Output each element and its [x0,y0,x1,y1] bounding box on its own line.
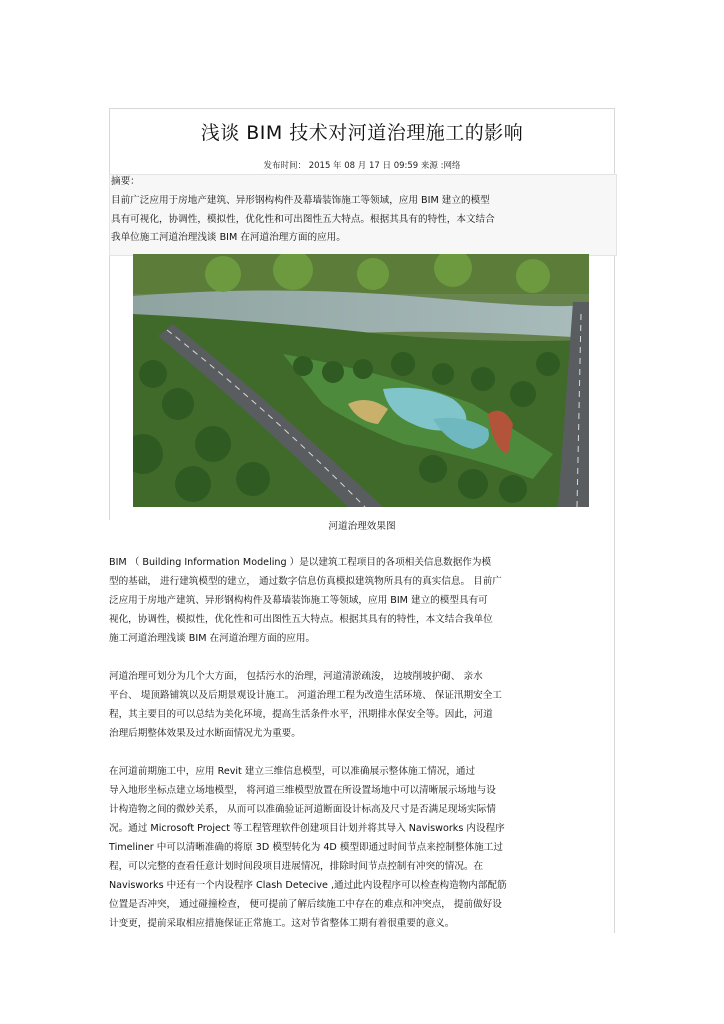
paragraph-line: 程，其主要目的可以总结为美化环境，提高生活条件水平，汛期排水保安全等。因此，河道 [109,709,493,720]
paragraph-line: 计构造物之间的微妙关系， 从而可以准确验证河道断面设计标高及尺寸是否满足现场实际情 [109,804,496,815]
article-title: 浅谈 BIM 技术对河道治理施工的影响 [200,122,524,144]
paragraph-line: 在河道前期施工中，应用 Revit 建立三维信息模型，可以准确展示整体施工情况，通过 [109,766,476,777]
figure-caption: 河道治理效果图 [328,521,396,532]
paragraph-line: 况。通过 Microsoft Project 等工程管理软件创建项目计划并将其导入 Navisworks 内设程序 [109,823,505,834]
article-meta: 发布时间： 2015 年 08 月 17 日 09:59 来源 :网络 [263,161,461,171]
paragraph-line: 河道治理可划分为几个大方面， 包括污水的治理，河道清淤疏浚， 边坡削坡护砌、 亲水 [109,671,483,682]
paragraph-line: BIM （ Building Information Modeling ）是以建筑工程项目的各项相关信息数据作为模 [109,557,492,568]
paragraph-line: 计变更，提前采取相应措施保证正常施工。这对节省整体工期有着很重要的意义。 [109,918,455,929]
article-page [109,108,615,933]
river-rendering-illustration [133,254,589,507]
page-frame-top [109,108,615,109]
paragraph-line: 视化，协调性，模拟性，优化性和可出图性五大特点。根据其具有的特性，本文结合我单位 [109,614,493,625]
abstract-line: 我单位施工河道治理浅谈 BIM 在河道治理方面的应用。 [111,232,346,243]
paragraph-line: 型的基础， 进行建筑模型的建立， 通过数字信息仿真模拟建筑物所具有的真实信息。 目前广 [109,576,502,587]
abstract-line: 目前广泛应用于房地产建筑、异形钢构构件及幕墙装饰施工等领域，应用 BIM 建立的模型 [111,195,490,206]
paragraph-line: 治理后期整体效果及过水断面情况尤为重要。 [109,728,301,739]
paragraph-line: 程，可以完整的查看任意计划时间段项目进展情况，排除时间节点控制有冲突的情况。在 [109,861,484,872]
abstract-box [109,174,617,256]
paragraph-line: 位置是否冲突， 通过碰撞检查， 便可提前了解后续施工中存在的难点和冲突点， 提前做好设 [109,899,502,910]
paragraph-line: Navisworks 中还有一个内设程序 Clash Detecive ,通过此内设程序可以检查构造物内部配筋 [109,880,507,891]
paragraph-line: 平台、 堤顶路铺筑以及后期景观设计施工。 河道治理工程为改造生活环境、 保证汛期安全工 [109,690,502,701]
paragraph-line: 导入地形坐标点建立场地模型， 将河道三维模型放置在所设置场地中可以清晰展示场地与设 [109,785,496,796]
abstract-label: 摘要： [111,176,140,187]
abstract-line: 具有可视化，协调性，模拟性，优化性和可出图性五大特点。根据其具有的特性，本文结合 [111,214,495,225]
paragraph-line: Timeliner 中可以清晰准确的将原 3D 模型转化为 4D 模型即通过时间节点来控制整体施工过 [109,842,503,853]
paragraph-line: 泛应用于房地产建筑、异形钢构构件及幕墙装饰施工等领域，应用 BIM 建立的模型具有可 [109,595,488,606]
paragraph-line: 施工河道治理浅谈 BIM 在河道治理方面的应用。 [109,633,316,644]
river-rendering-image [133,254,589,507]
